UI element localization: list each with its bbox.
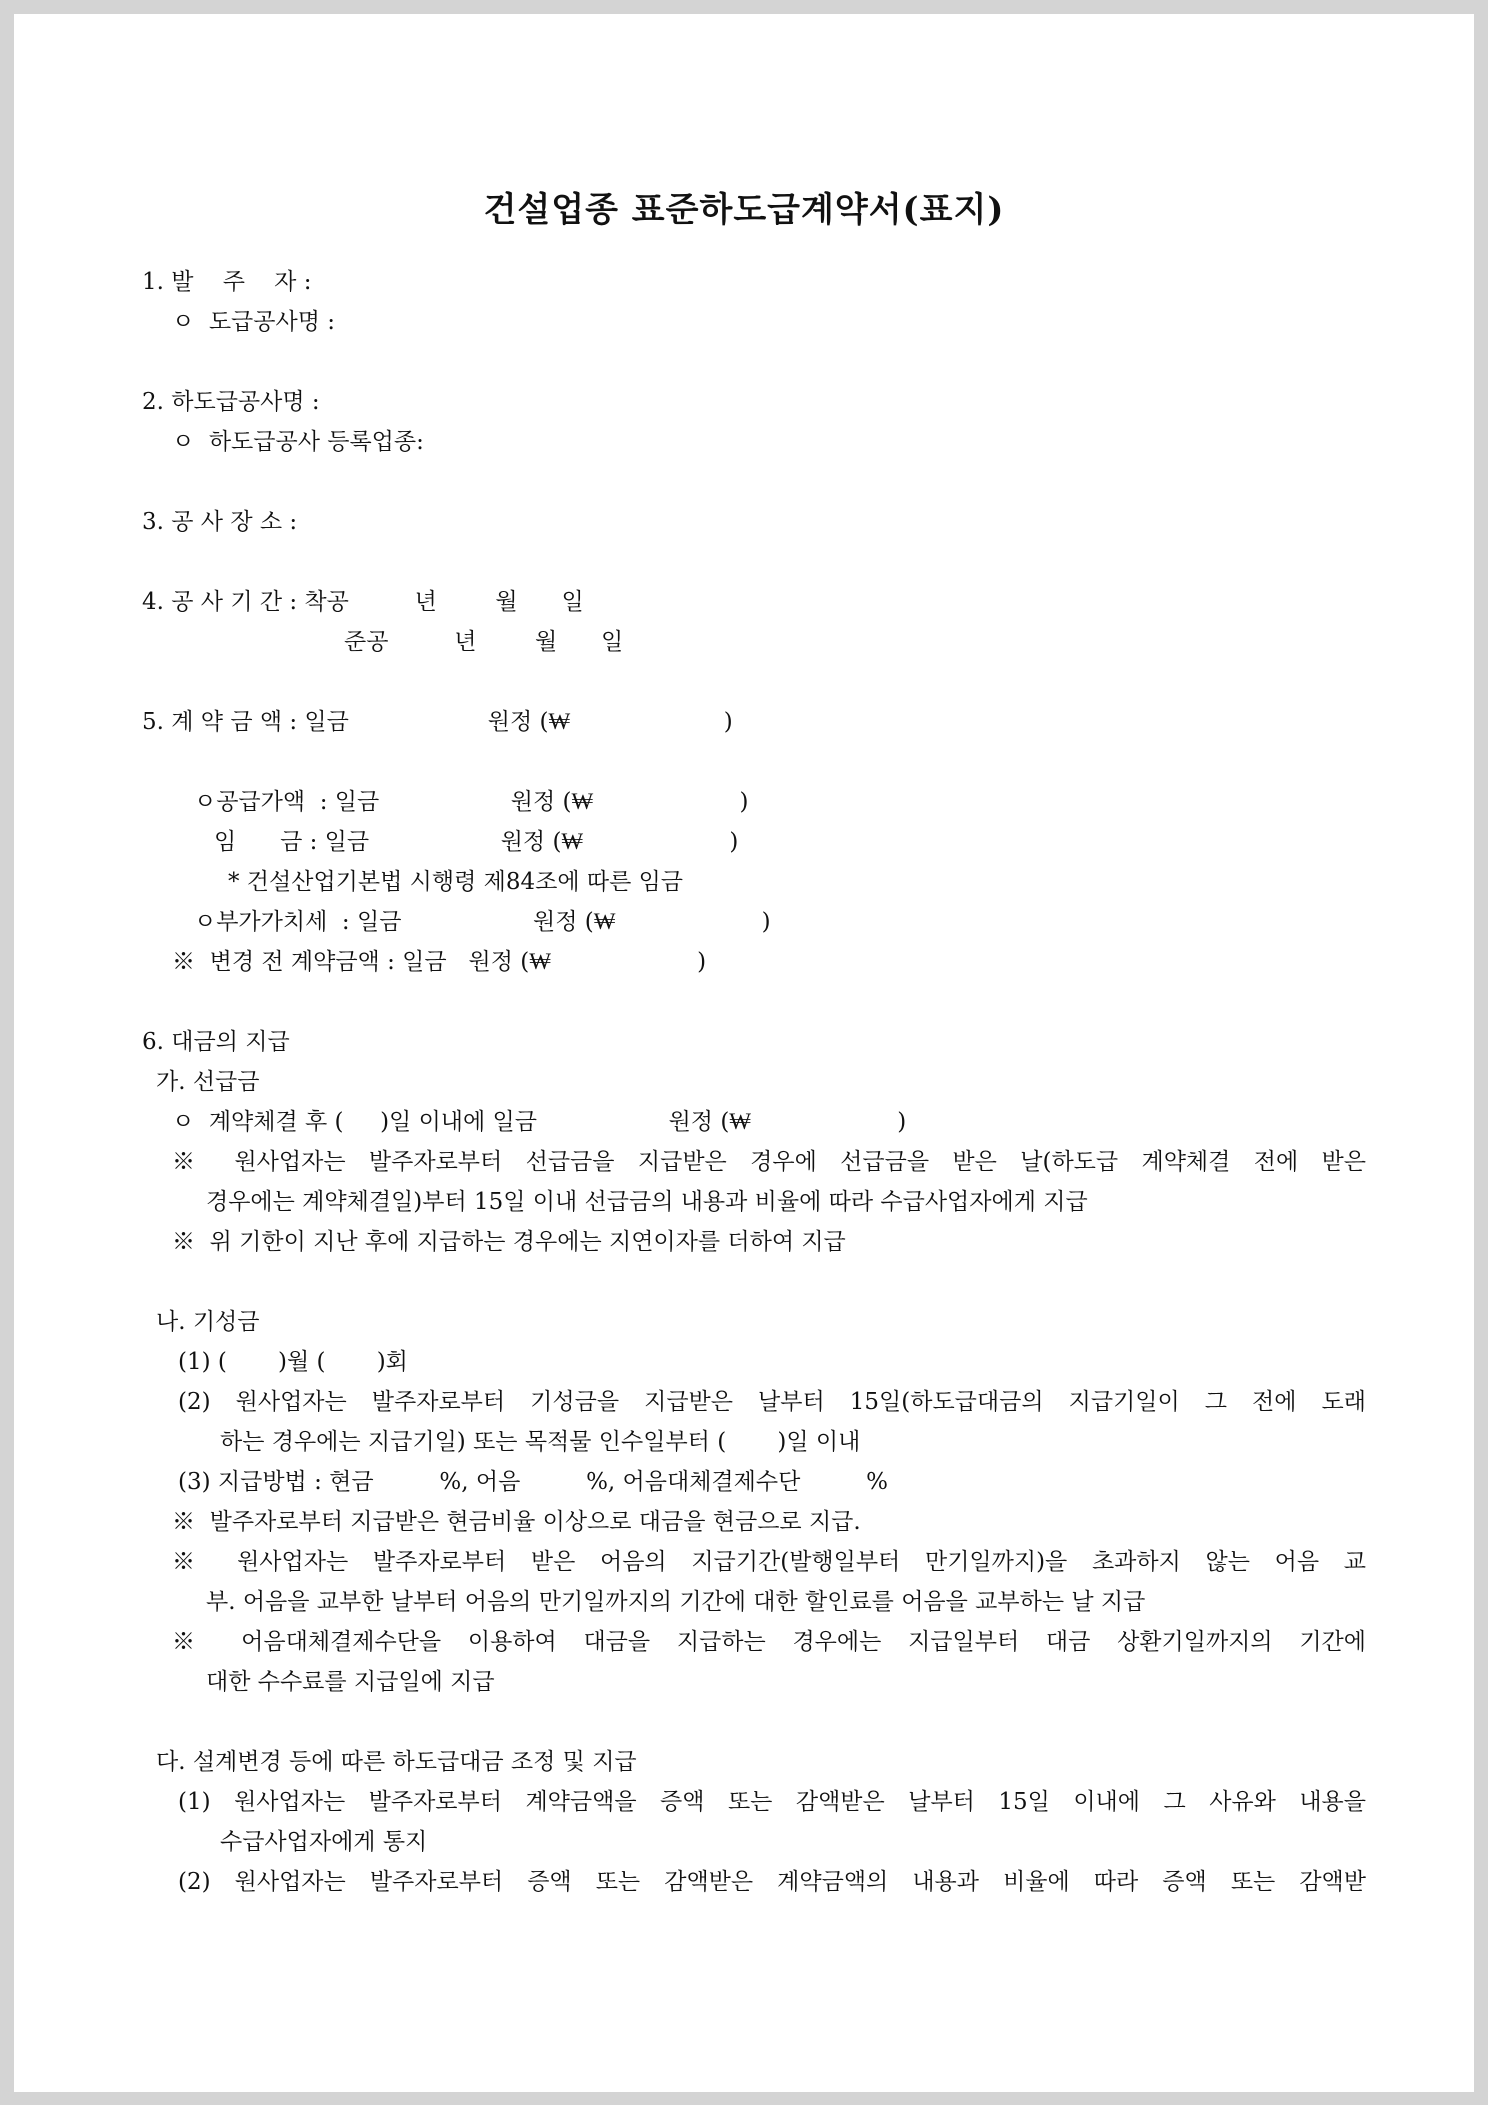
progress-payment-note-3a: ※ 어음대체결제수단을 이용하여 대금을 지급하는 경우에는 지급일부터 대금 상환기일까지의 기간에 [172,1629,1366,1655]
vat-amount: ㅇ부가가치세 : 일금 원정 (₩ ) [194,909,771,935]
progress-payment-item-2a: (2) 원사업자는 발주자로부터 기성금을 지급받은 날부터 15일(하도급대금의 지급기일이 그 전에 도래 [178,1389,1366,1415]
progress-payment-note-1: ※ 발주자로부터 지급받은 현금비율 이상으로 대금을 현금으로 지급. [172,1509,861,1535]
design-change-item-2a: (2) 원사업자는 발주자로부터 증액 또는 감액받은 계약금액의 내용과 비율에 따라 증액 또는 감액받 [178,1869,1366,1895]
design-change-item-1b: 수급사업자에게 통지 [220,1829,428,1855]
supply-amount: ㅇ공급가액 : 일금 원정 (₩ ) [194,789,749,815]
section-6-payment: 6. 대금의 지급 [142,1029,290,1055]
advance-payment-term: ㅇ 계약체결 후 ( )일 이내에 일금 원정 (₩ ) [172,1109,907,1135]
design-change-item-1a: (1) 원사업자는 발주자로부터 계약금액을 증액 또는 감액받은 날부터 15일 이내에 그 사유와 내용을 [178,1789,1366,1815]
progress-payment-note-2b: 부. 어음을 교부한 날부터 어음의 만기일까지의 기간에 대한 할인료를 어음을 교부하는 날 지급 [206,1589,1146,1615]
progress-payment-heading: 나. 기성금 [156,1309,260,1335]
advance-payment-note-1a: ※ 원사업자는 발주자로부터 선급금을 지급받은 경우에 선급금을 받은 날(하도급 계약체결 전에 받은 [172,1149,1366,1175]
document-page [14,14,1474,2092]
section-1-client: 1. 발 주 자 : [142,269,312,295]
wage-note: * 건설산업기본법 시행령 제84조에 따른 임금 [228,869,684,895]
section-3-site: 3. 공 사 장 소 : [142,509,298,535]
previous-contract-amount: ※ 변경 전 계약금액 : 일금 원정 (₩ ) [172,949,707,975]
progress-payment-item-3: (3) 지급방법 : 현금 %, 어음 %, 어음대체결제수단 % [178,1469,888,1495]
contract-work-name: ㅇ 도급공사명 : [172,309,335,335]
design-change-heading: 다. 설계변경 등에 따른 하도급대금 조정 및 지급 [156,1749,637,1775]
progress-payment-note-2a: ※ 원사업자는 발주자로부터 받은 어음의 지급기간(발행일부터 만기일까지)을 초과하지 않는 어음 교 [172,1549,1366,1575]
section-2-subcontract-name: 2. 하도급공사명 : [142,389,320,415]
document-title: 건설업종 표준하도급계약서(표지) [483,190,1005,230]
advance-payment-heading: 가. 선급금 [156,1069,260,1095]
progress-payment-item-1: (1) ( )월 ( )회 [178,1349,408,1375]
wage-amount: 임 금 : 일금 원정 (₩ ) [214,829,739,855]
section-4-period-end: 준공 년 월 일 [344,629,624,655]
section-5-contract-amount: 5. 계 약 금 액 : 일금 원정 (₩ ) [142,709,733,735]
progress-payment-note-3b: 대한 수수료를 지급일에 지급 [206,1669,495,1695]
progress-payment-item-2b: 하는 경우에는 지급기일) 또는 목적물 인수일부터 ( )일 이내 [220,1429,861,1455]
advance-payment-note-2: ※ 위 기한이 지난 후에 지급하는 경우에는 지연이자를 더하여 지급 [172,1229,846,1255]
section-4-period-start: 4. 공 사 기 간 : 착공 년 월 일 [142,589,584,615]
registered-business-type: ㅇ 하도급공사 등록업종: [172,429,424,455]
advance-payment-note-1b: 경우에는 계약체결일)부터 15일 이내 선급금의 내용과 비율에 따라 수급사업자에게 지급 [206,1189,1088,1215]
